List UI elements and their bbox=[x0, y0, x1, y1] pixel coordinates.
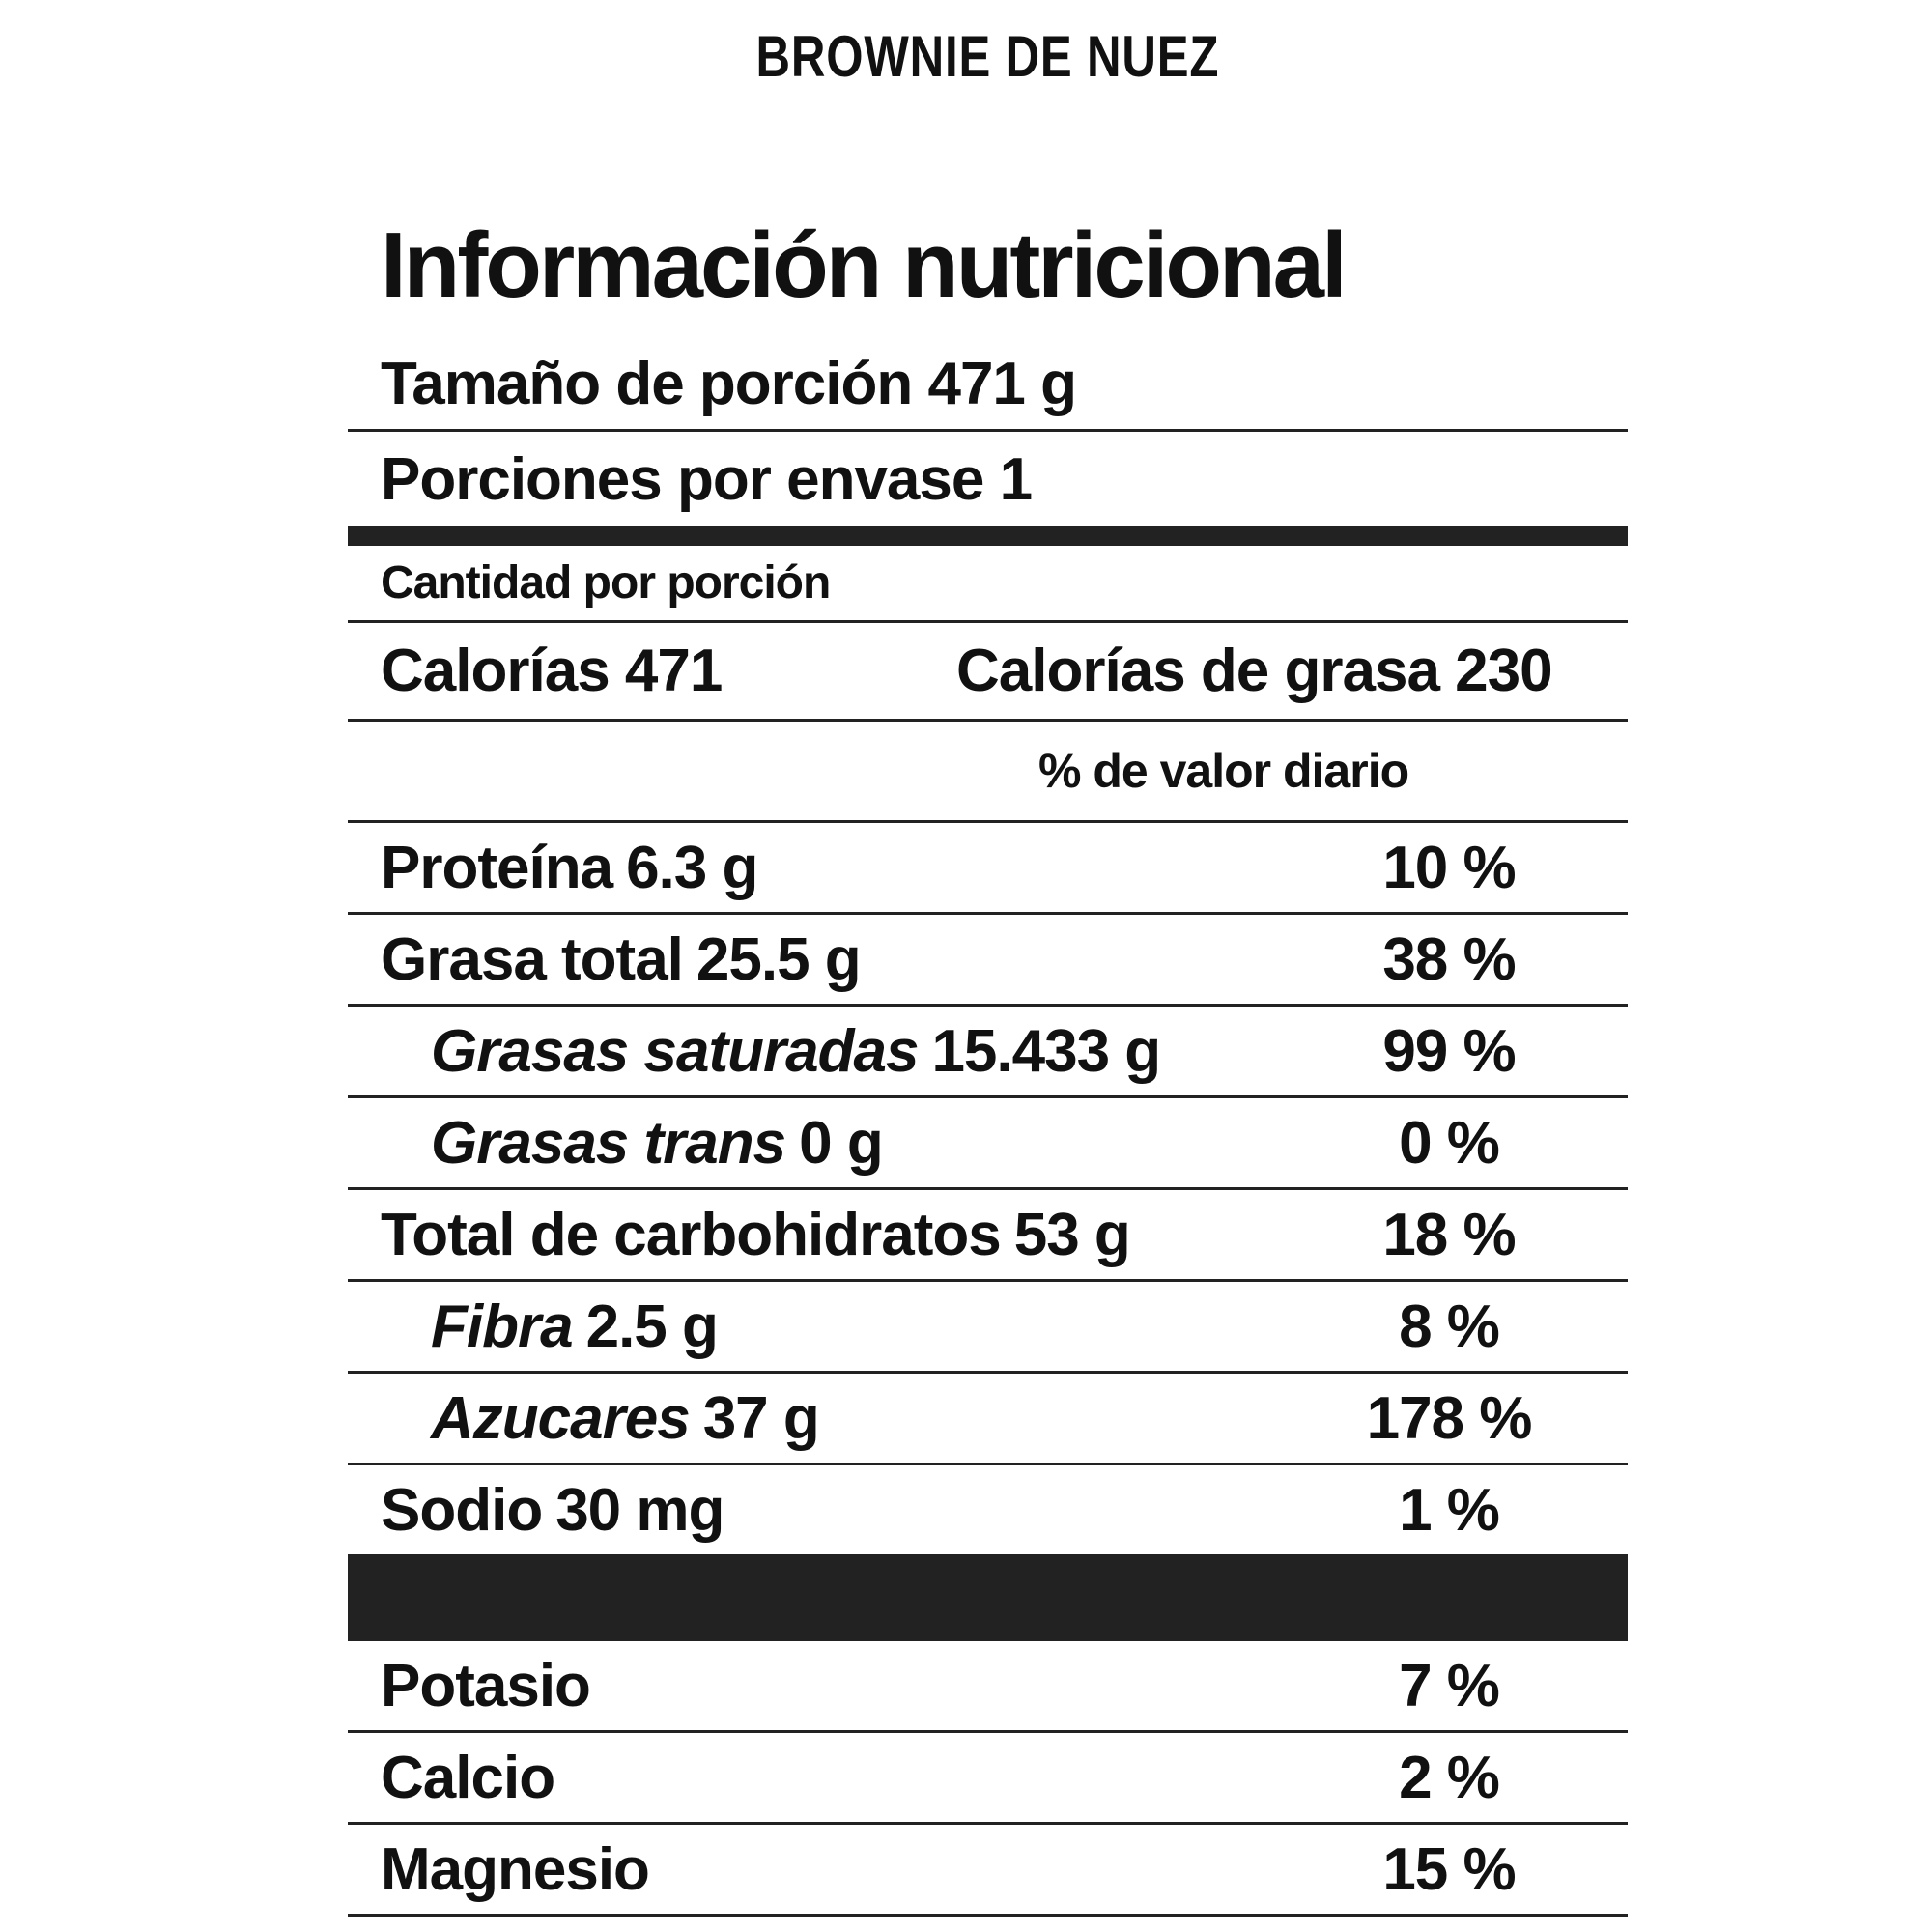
servings-per-container-row bbox=[348, 432, 1628, 546]
nutrient-daily-value: 0 % bbox=[1399, 1109, 1499, 1177]
nutrient-name: Fibra bbox=[431, 1293, 573, 1360]
nutrient-row bbox=[348, 1190, 1628, 1282]
daily-value-header: % de valor diario bbox=[1038, 744, 1409, 798]
amount-per-serving-row bbox=[348, 546, 1628, 623]
amount-per-serving: Cantidad por porción bbox=[381, 557, 831, 609]
nutrient-row bbox=[348, 1374, 1628, 1465]
mineral-name: Magnesio bbox=[381, 1835, 649, 1903]
nutrient-amount: 53 g bbox=[1013, 1201, 1130, 1268]
serving-size-row bbox=[348, 338, 1628, 432]
nutrient-name: Azucares bbox=[431, 1384, 690, 1452]
mineral-daily-value: 15 % bbox=[1382, 1835, 1516, 1903]
mineral-row bbox=[348, 1641, 1628, 1733]
nutrient-name: Total de carbohidratos bbox=[381, 1201, 1001, 1268]
servings-per-container: Porciones por envase 1 bbox=[381, 445, 1033, 513]
nutrient-daily-value: 8 % bbox=[1399, 1293, 1499, 1360]
mineral-row bbox=[348, 1825, 1628, 1917]
product-title: BROWNIE DE NUEZ bbox=[755, 24, 1220, 89]
serving-size: Tamaño de porción 471 g bbox=[381, 350, 1077, 417]
nutrient-daily-value: 1 % bbox=[1399, 1476, 1499, 1544]
nutrient-amount: 30 mg bbox=[555, 1476, 724, 1544]
nutrient-row bbox=[348, 1465, 1628, 1554]
mineral-row bbox=[348, 1733, 1628, 1825]
calories-from-fat: Calorías de grasa 230 bbox=[956, 638, 1552, 704]
daily-value-header-row bbox=[348, 722, 1628, 823]
nutrient-amount: 15.433 g bbox=[931, 1017, 1161, 1085]
nutrient-amount: 25.5 g bbox=[696, 925, 861, 993]
nutrient-row bbox=[348, 823, 1628, 915]
nutrient-amount: 2.5 g bbox=[585, 1293, 718, 1360]
nutrient-daily-value: 38 % bbox=[1382, 925, 1516, 993]
nutrient-amount: 6.3 g bbox=[626, 834, 758, 901]
calories: Calorías 471 bbox=[381, 638, 723, 704]
section-divider-bar bbox=[348, 1554, 1628, 1641]
nutrient-name: Sodio bbox=[381, 1476, 543, 1544]
mineral-daily-value: 7 % bbox=[1399, 1652, 1499, 1719]
nutrient-daily-value: 10 % bbox=[1382, 834, 1516, 901]
nutrient-daily-value: 99 % bbox=[1382, 1017, 1516, 1085]
nutrition-facts-label bbox=[348, 193, 1628, 1917]
label-title: Información nutricional bbox=[381, 213, 1345, 317]
nutrient-name: Grasa total bbox=[381, 925, 683, 993]
nutrient-amount: 37 g bbox=[702, 1384, 819, 1452]
calories-row bbox=[348, 623, 1628, 722]
nutrient-daily-value: 178 % bbox=[1366, 1384, 1532, 1452]
mineral-daily-value: 2 % bbox=[1399, 1744, 1499, 1811]
nutrient-name: Grasas trans bbox=[431, 1109, 786, 1177]
nutrient-row bbox=[348, 1282, 1628, 1374]
nutrient-row bbox=[348, 915, 1628, 1007]
mineral-name: Potasio bbox=[381, 1652, 590, 1719]
nutrient-row bbox=[348, 1007, 1628, 1098]
mineral-name: Calcio bbox=[381, 1744, 555, 1811]
nutrient-name: Proteína bbox=[381, 834, 613, 901]
nutrient-amount: 0 g bbox=[799, 1109, 883, 1177]
nutrient-name: Grasas saturadas bbox=[431, 1017, 919, 1085]
nutrient-daily-value: 18 % bbox=[1382, 1201, 1516, 1268]
nutrient-row bbox=[348, 1098, 1628, 1190]
